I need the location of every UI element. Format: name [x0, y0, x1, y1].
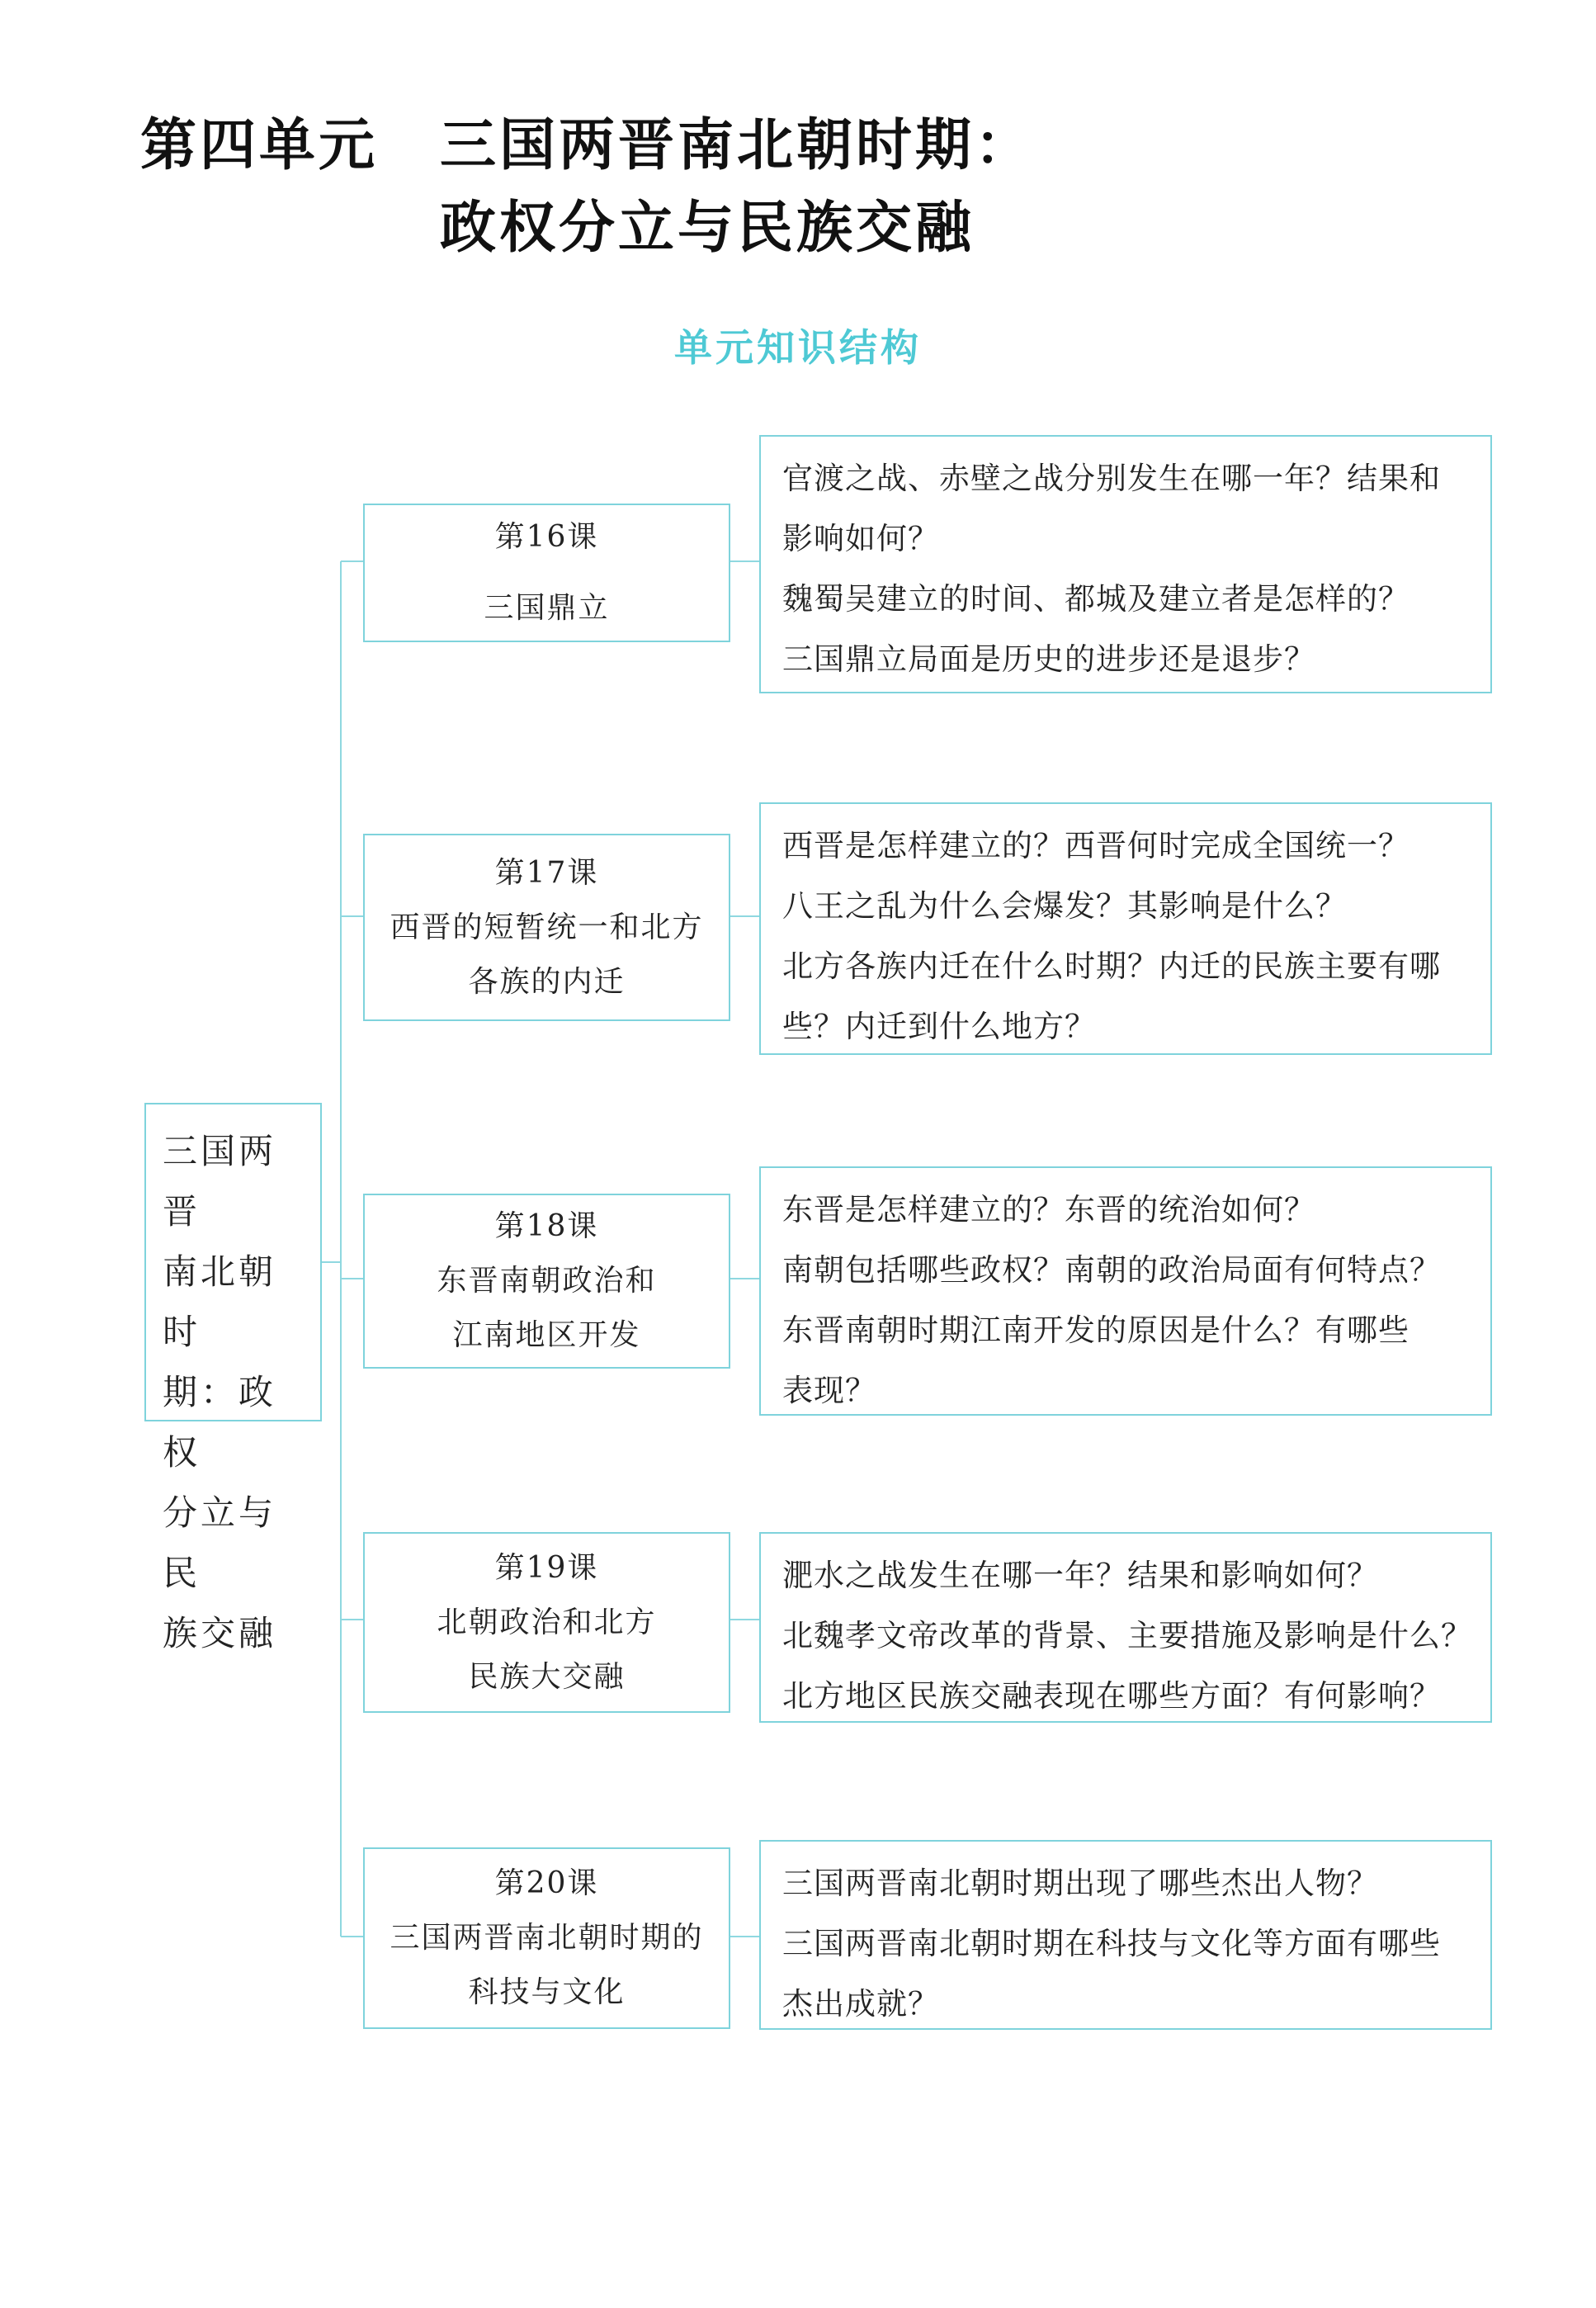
- lesson-title: 西晋的短暂统一和北方: [390, 910, 704, 944]
- question-line: 魏蜀吴建立的时间、都城及建立者是怎样的？: [782, 581, 1409, 617]
- question-line: 南朝包括哪些政权？南朝的政治局面有何特点？: [782, 1252, 1441, 1288]
- lesson-19-box: [363, 1532, 730, 1713]
- question-line: 杰出成就？: [782, 1986, 939, 2022]
- lesson-20-questions: [759, 1840, 1492, 2030]
- lesson-title: 北朝政治和北方: [437, 1605, 657, 1639]
- question-line: 东晋南朝时期江南开发的原因是什么？有哪些: [782, 1312, 1409, 1348]
- lesson-18-questions: [759, 1166, 1492, 1416]
- lesson-19-questions: [759, 1532, 1492, 1723]
- question-line: 三国鼎立局面是历史的进步还是退步？: [782, 641, 1315, 677]
- question-line: 八王之乱为什么会爆发？其影响是什么？: [782, 888, 1347, 924]
- lesson-number: 第16课: [494, 520, 599, 554]
- lesson-title: 三国两晋南北朝时期的: [390, 1921, 704, 1955]
- lesson-title: 江南地区开发: [452, 1318, 641, 1352]
- unit-root-box: [144, 1103, 322, 1653]
- lesson-18-box: [363, 1194, 730, 1369]
- question-line: 东晋是怎样建立的？东晋的统治如何？: [782, 1192, 1315, 1227]
- question-line: 影响如何？: [782, 521, 939, 556]
- lesson-17-box: [363, 834, 730, 1021]
- lesson-title: 民族大交融: [468, 1659, 626, 1694]
- question-line: 三国两晋南北朝时期出现了哪些杰出人物？: [782, 1866, 1378, 1901]
- root-line: 南北朝时: [163, 1251, 277, 1352]
- question-line: 官渡之战、赤壁之战分别发生在哪一年？结果和: [782, 461, 1441, 496]
- root-line: 期：政权: [163, 1372, 277, 1473]
- root-line: 分立与民: [163, 1492, 277, 1593]
- lesson-number: 第20课: [494, 1866, 599, 1900]
- lesson-title: 三国鼎立: [484, 591, 610, 625]
- unit-title-line2: 政权分立与民族交融: [440, 195, 975, 261]
- root-line: 三国两晋: [163, 1131, 277, 1232]
- lesson-title: 各族的内迁: [468, 964, 626, 999]
- lesson-title: 科技与文化: [468, 1975, 626, 2009]
- lesson-title: 东晋南朝政治和: [437, 1264, 657, 1298]
- question-line: 北魏孝文帝改革的背景、主要措施及影响是什么？: [782, 1618, 1472, 1653]
- lesson-20-box: [363, 1847, 730, 2029]
- lesson-number: 第19课: [494, 1550, 599, 1585]
- question-line: 北方地区民族交融表现在哪些方面？有何影响？: [782, 1678, 1441, 1714]
- question-line: 西晋是怎样建立的？西晋何时完成全国统一？: [782, 828, 1409, 863]
- question-line: 北方各族内迁在什么时期？内迁的民族主要有哪: [782, 948, 1441, 984]
- unit-label: 第四单元: [140, 112, 379, 178]
- question-line: 表现？: [782, 1373, 876, 1408]
- lesson-number: 第17课: [494, 855, 599, 890]
- question-line: 淝水之战发生在哪一年？结果和影响如何？: [782, 1558, 1378, 1593]
- root-line: 族交融: [163, 1613, 277, 1653]
- lesson-16-box: [363, 504, 730, 642]
- question-line: 些？内迁到什么地方？: [782, 1009, 1096, 1044]
- lesson-16-questions: [759, 435, 1492, 693]
- lesson-17-questions: [759, 802, 1492, 1055]
- unit-title-line1: 三国两晋南北朝时期：: [440, 112, 1035, 178]
- section-title: 单元知识结构: [674, 325, 922, 370]
- question-line: 三国两晋南北朝时期在科技与文化等方面有哪些: [782, 1926, 1441, 1961]
- lesson-number: 第18课: [494, 1209, 599, 1243]
